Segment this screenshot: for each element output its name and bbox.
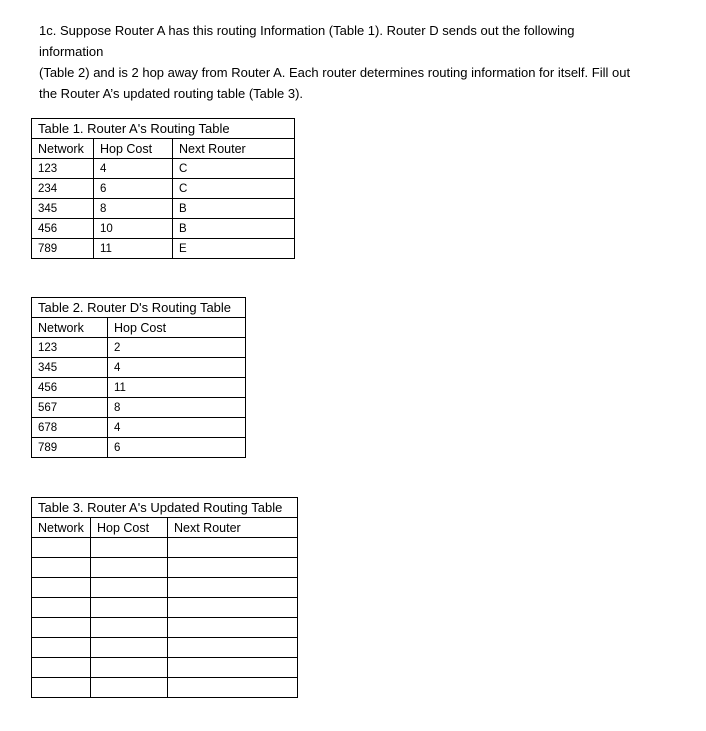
question-line: (Table 2) and is 2 hop away from Router A. Each router determines routing information for itself. Fill out xyxy=(39,65,631,80)
column-header: Network xyxy=(32,139,94,159)
network-cell[interactable] xyxy=(32,558,91,578)
router-d-routing-table xyxy=(31,297,246,458)
network-cell: 789 xyxy=(32,239,94,259)
network-cell: 567 xyxy=(32,398,108,418)
next-router-cell[interactable] xyxy=(168,658,298,678)
table-row xyxy=(32,658,298,678)
router-a-routing-table xyxy=(31,118,295,259)
next-router-cell[interactable] xyxy=(168,678,298,698)
table-row xyxy=(32,159,295,179)
column-header: Next Router xyxy=(168,518,298,538)
hop-cost-cell[interactable] xyxy=(91,658,168,678)
table-row xyxy=(32,219,295,239)
network-cell[interactable] xyxy=(32,658,91,678)
next-router-cell[interactable] xyxy=(168,538,298,558)
network-cell: 456 xyxy=(32,378,108,398)
next-router-cell: E xyxy=(173,239,295,259)
network-cell[interactable] xyxy=(32,598,91,618)
hop-cost-cell: 11 xyxy=(94,239,173,259)
table-caption: Table 1. Router A's Routing Table xyxy=(32,119,295,139)
network-cell[interactable] xyxy=(32,678,91,698)
hop-cost-cell: 4 xyxy=(108,358,246,378)
next-router-cell[interactable] xyxy=(168,558,298,578)
network-cell: 123 xyxy=(32,159,94,179)
hop-cost-cell[interactable] xyxy=(91,638,168,658)
network-cell[interactable] xyxy=(32,638,91,658)
table-row xyxy=(32,179,295,199)
network-cell: 456 xyxy=(32,219,94,239)
next-router-cell[interactable] xyxy=(168,638,298,658)
hop-cost-cell: 6 xyxy=(94,179,173,199)
question-line: information xyxy=(39,44,104,59)
network-cell[interactable] xyxy=(32,618,91,638)
router-a-updated-routing-table xyxy=(31,497,298,698)
network-cell: 123 xyxy=(32,338,108,358)
hop-cost-cell: 4 xyxy=(94,159,173,179)
network-cell: 234 xyxy=(32,179,94,199)
next-router-cell: B xyxy=(173,219,295,239)
hop-cost-cell[interactable] xyxy=(91,618,168,638)
hop-cost-cell: 11 xyxy=(108,378,246,398)
hop-cost-cell: 8 xyxy=(108,398,246,418)
hop-cost-cell: 2 xyxy=(108,338,246,358)
table-caption: Table 2. Router D's Routing Table xyxy=(32,298,246,318)
next-router-cell: B xyxy=(173,199,295,219)
table-row xyxy=(32,199,295,219)
table-row xyxy=(32,338,246,358)
table-row xyxy=(32,538,298,558)
table-row xyxy=(32,678,298,698)
hop-cost-cell[interactable] xyxy=(91,578,168,598)
hop-cost-cell: 4 xyxy=(108,418,246,438)
table-row xyxy=(32,358,246,378)
table-row xyxy=(32,578,298,598)
hop-cost-cell: 10 xyxy=(94,219,173,239)
next-router-cell[interactable] xyxy=(168,578,298,598)
network-cell[interactable] xyxy=(32,538,91,558)
table-row xyxy=(32,378,246,398)
question-line: 1c. Suppose Router A has this routing Information (Table 1). Router D sends out the following xyxy=(39,23,575,38)
column-header: Hop Cost xyxy=(91,518,168,538)
hop-cost-cell: 8 xyxy=(94,199,173,219)
next-router-cell[interactable] xyxy=(168,618,298,638)
table-row xyxy=(32,618,298,638)
table-row xyxy=(32,638,298,658)
network-cell[interactable] xyxy=(32,578,91,598)
hop-cost-cell[interactable] xyxy=(91,558,168,578)
table-row xyxy=(32,398,246,418)
column-header: Next Router xyxy=(173,139,295,159)
column-header: Hop Cost xyxy=(94,139,173,159)
question-text xyxy=(39,20,679,104)
table-row xyxy=(32,438,246,458)
column-header: Network xyxy=(32,318,108,338)
question-line: the Router A’s updated routing table (Table 3). xyxy=(39,86,304,101)
table-row xyxy=(32,558,298,578)
next-router-cell[interactable] xyxy=(168,598,298,618)
hop-cost-cell: 6 xyxy=(108,438,246,458)
network-cell: 789 xyxy=(32,438,108,458)
table-row xyxy=(32,418,246,438)
hop-cost-cell[interactable] xyxy=(91,538,168,558)
next-router-cell: C xyxy=(173,179,295,199)
table-caption: Table 3. Router A's Updated Routing Table xyxy=(32,498,298,518)
table-row xyxy=(32,598,298,618)
column-header: Hop Cost xyxy=(108,318,246,338)
next-router-cell: C xyxy=(173,159,295,179)
table-row xyxy=(32,239,295,259)
hop-cost-cell[interactable] xyxy=(91,678,168,698)
network-cell: 345 xyxy=(32,358,108,378)
column-header: Network xyxy=(32,518,91,538)
network-cell: 678 xyxy=(32,418,108,438)
hop-cost-cell[interactable] xyxy=(91,598,168,618)
network-cell: 345 xyxy=(32,199,94,219)
